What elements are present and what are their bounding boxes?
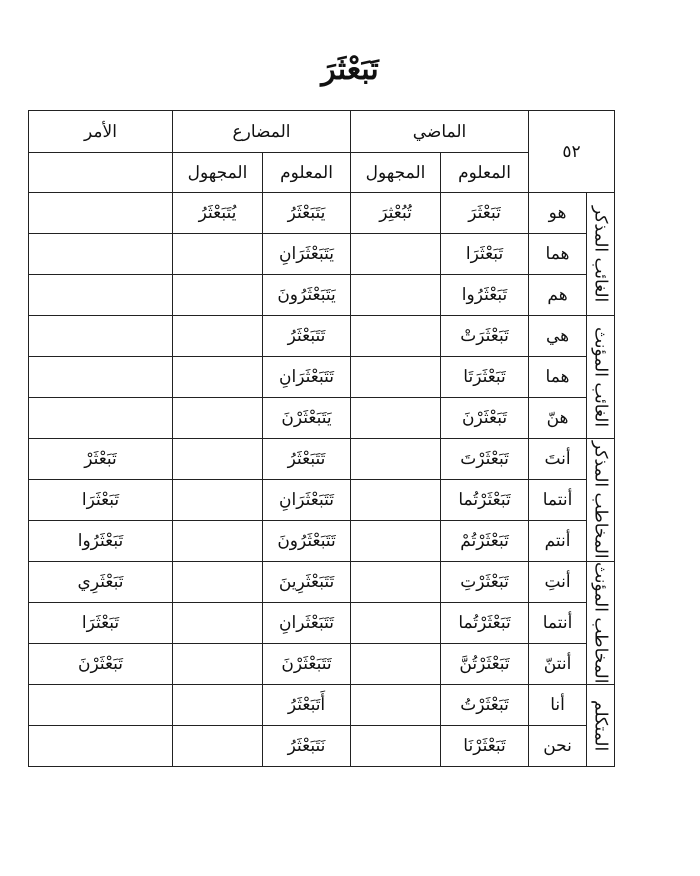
- table-number: ٥٢: [529, 111, 615, 193]
- madi-malum-cell: تَبَعْثَرَا: [441, 234, 529, 275]
- mudari-malum-cell: تَتَبَعْثَرَانِ: [263, 357, 351, 398]
- mudari-malum-cell: يَتَبَعْثَرُونَ: [263, 275, 351, 316]
- madi-majhul-cell: [351, 726, 441, 767]
- madi-malum-cell: تَبَعْثَرْنَ: [441, 398, 529, 439]
- mudari-majhul-cell: [173, 439, 263, 480]
- amr-cell: [29, 316, 173, 357]
- madi-malum-cell: تَبَعْثَرَ: [441, 193, 529, 234]
- group-label: الغائب المؤنث: [587, 316, 615, 439]
- pronoun-cell: هما: [529, 234, 587, 275]
- pronoun-cell: نحن: [529, 726, 587, 767]
- header-amr: الأمر: [29, 111, 173, 153]
- mudari-majhul-cell: يُتَبَعْثَرُ: [173, 193, 263, 234]
- header-madi: الماضي: [351, 111, 529, 153]
- mudari-majhul-cell: [173, 234, 263, 275]
- madi-majhul-cell: [351, 685, 441, 726]
- madi-malum-cell: تَبَعْثَرْتُمْ: [441, 521, 529, 562]
- mudari-malum-cell: يَتَبَعْثَرَانِ: [263, 234, 351, 275]
- madi-majhul-cell: [351, 275, 441, 316]
- amr-cell: تَبَعْثَرَا: [29, 603, 173, 644]
- madi-majhul-cell: [351, 357, 441, 398]
- pronoun-cell: أنا: [529, 685, 587, 726]
- pronoun-cell: أنتم: [529, 521, 587, 562]
- madi-majhul-cell: [351, 439, 441, 480]
- pronoun-cell: هنّ: [529, 398, 587, 439]
- mudari-malum-cell: أَتَبَعْثَرُ: [263, 685, 351, 726]
- amr-cell: تَبَعْثَرْنَ: [29, 644, 173, 685]
- amr-cell: تَبَعْثَرْ: [29, 439, 173, 480]
- header-amr-blank: [29, 153, 173, 193]
- mudari-malum-cell: يَتَبَعْثَرُ: [263, 193, 351, 234]
- header-mudari: المضارع: [173, 111, 351, 153]
- amr-cell: [29, 275, 173, 316]
- madi-majhul-cell: [351, 521, 441, 562]
- madi-malum-cell: تَبَعْثَرَتَا: [441, 357, 529, 398]
- madi-malum-cell: تَبَعْثَرْتَ: [441, 439, 529, 480]
- amr-cell: [29, 234, 173, 275]
- header-mudari-majhul: المجهول: [173, 153, 263, 193]
- mudari-malum-cell: تَتَبَعْثَرْنَ: [263, 644, 351, 685]
- table-row: [29, 398, 615, 439]
- mudari-malum-cell: نَتَبَعْثَرُ: [263, 726, 351, 767]
- madi-majhul-cell: [351, 398, 441, 439]
- pronoun-cell: هو: [529, 193, 587, 234]
- mudari-malum-cell: تَتَبَعْثَرُونَ: [263, 521, 351, 562]
- pronoun-cell: أنتنّ: [529, 644, 587, 685]
- table-row: [29, 562, 615, 603]
- table-row: [29, 644, 615, 685]
- pronoun-cell: أنتَ: [529, 439, 587, 480]
- table-row: [29, 357, 615, 398]
- madi-malum-cell: تَبَعْثَرْتُما: [441, 480, 529, 521]
- madi-majhul-cell: [351, 316, 441, 357]
- header-madi-majhul: المجهول: [351, 153, 441, 193]
- mudari-majhul-cell: [173, 275, 263, 316]
- table-row: [29, 439, 615, 480]
- mudari-majhul-cell: [173, 521, 263, 562]
- amr-cell: تَبَعْثَرُوا: [29, 521, 173, 562]
- amr-cell: [29, 357, 173, 398]
- mudari-majhul-cell: [173, 685, 263, 726]
- table-row: [29, 480, 615, 521]
- madi-majhul-cell: [351, 562, 441, 603]
- conjugation-body: [29, 193, 615, 767]
- mudari-majhul-cell: [173, 562, 263, 603]
- amr-cell: [29, 398, 173, 439]
- table-row: [29, 234, 615, 275]
- amr-cell: [29, 193, 173, 234]
- pronoun-cell: أنتِ: [529, 562, 587, 603]
- group-label: المخاطب المؤنث: [587, 562, 615, 685]
- table-row: [29, 275, 615, 316]
- amr-cell: [29, 685, 173, 726]
- mudari-malum-cell: تَتَبَعْثَرِينَ: [263, 562, 351, 603]
- conjugation-table: [28, 110, 615, 767]
- header-mudari-malum: المعلوم: [263, 153, 351, 193]
- table-row: [29, 316, 615, 357]
- mudari-malum-cell: تَتَبَعْثَرانِ: [263, 603, 351, 644]
- madi-malum-cell: تَبَعْثَرْتُنَّ: [441, 644, 529, 685]
- mudari-malum-cell: تَتَبَعْثَرُ: [263, 316, 351, 357]
- mudari-malum-cell: تَتَبَعْثَرُ: [263, 439, 351, 480]
- madi-majhul-cell: [351, 603, 441, 644]
- amr-cell: تَبَعْثَرَا: [29, 480, 173, 521]
- header-madi-malum: المعلوم: [441, 153, 529, 193]
- madi-majhul-cell: [351, 234, 441, 275]
- mudari-majhul-cell: [173, 398, 263, 439]
- mudari-majhul-cell: [173, 644, 263, 685]
- madi-majhul-cell: [351, 644, 441, 685]
- amr-cell: تَبَعْثَرِي: [29, 562, 173, 603]
- mudari-malum-cell: تَتَبَعْثَرَانِ: [263, 480, 351, 521]
- group-label: المخاطب المذكر: [587, 439, 615, 562]
- madi-malum-cell: تَبَعْثَرْتِ: [441, 562, 529, 603]
- table-row: [29, 726, 615, 767]
- pronoun-cell: هم: [529, 275, 587, 316]
- mudari-majhul-cell: [173, 357, 263, 398]
- madi-malum-cell: تَبَعْثَرَتْ: [441, 316, 529, 357]
- pronoun-cell: هما: [529, 357, 587, 398]
- madi-malum-cell: تَبَعْثَرْتُ: [441, 685, 529, 726]
- table-row: [29, 685, 615, 726]
- madi-malum-cell: تَبَعْثَرْتُما: [441, 603, 529, 644]
- mudari-majhul-cell: [173, 726, 263, 767]
- group-label: المتكلم: [587, 685, 615, 767]
- pronoun-cell: أنتما: [529, 603, 587, 644]
- table-row: [29, 603, 615, 644]
- pronoun-cell: هي: [529, 316, 587, 357]
- pronoun-cell: أنتما: [529, 480, 587, 521]
- table-row: [29, 521, 615, 562]
- mudari-majhul-cell: [173, 603, 263, 644]
- mudari-majhul-cell: [173, 316, 263, 357]
- madi-malum-cell: تَبَعْثَرْنَا: [441, 726, 529, 767]
- amr-cell: [29, 726, 173, 767]
- mudari-malum-cell: يَتَبَعْثَرْنَ: [263, 398, 351, 439]
- page-title: تَبَعْثَرَ: [321, 52, 379, 87]
- madi-majhul-cell: [351, 480, 441, 521]
- table-row: [29, 193, 615, 234]
- madi-malum-cell: تَبَعْثَرُوا: [441, 275, 529, 316]
- madi-majhul-cell: تُبُعْثِرَ: [351, 193, 441, 234]
- group-label: الغائب المذكر: [587, 193, 615, 316]
- mudari-majhul-cell: [173, 480, 263, 521]
